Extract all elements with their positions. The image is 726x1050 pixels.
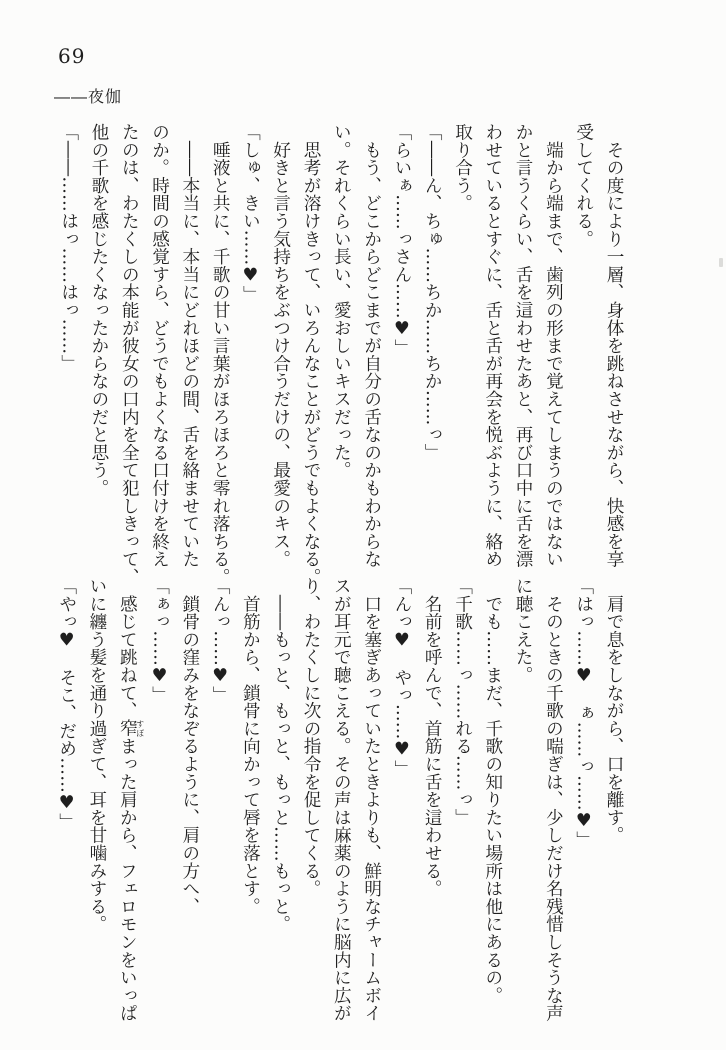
text-line: 唾液と共に、千歌の甘い言葉がほろほろと零れ落ちる。 bbox=[210, 123, 231, 586]
text-block-bottom bbox=[53, 577, 629, 1021]
scan-artifact-speck bbox=[719, 258, 723, 267]
running-header-chapter-title: ――夜伽 bbox=[54, 87, 123, 106]
text-line: ――もっと、もっと、もっと……もっと。 bbox=[270, 577, 291, 933]
text-line: 鎖骨の窪みをなぞるように、肩の方へ、 bbox=[179, 577, 200, 916]
text-line: ――本当に、本当にどれほどの間、舌を絡ませていた bbox=[179, 123, 200, 568]
text-line: 他の千歌を感じたくなったからなのだと思う。 bbox=[88, 123, 109, 497]
text-line: いに纏う髪を通り過ぎて、耳を甘噛みする。 bbox=[86, 577, 107, 933]
text-line: 「しゅ、きい……♥」 bbox=[240, 123, 261, 304]
text-line: 受してくれる。 bbox=[573, 123, 594, 248]
page-number: 69 bbox=[58, 44, 86, 68]
text-line: 端から端まで、歯列の形まで覚えてしまうのではない bbox=[543, 123, 564, 568]
text-line: 首筋から、鎖骨に向かって唇を落とす。 bbox=[240, 577, 261, 916]
text-line: たのは、わたくしの本能が彼女の口内を全て犯しきって、 bbox=[119, 123, 140, 586]
text-line: のか。時間の感覚すら、どうでもよくなる口付けを終え bbox=[149, 123, 170, 568]
text-line: そのときの千歌の喘ぎは、少しだけ名残惜しそうな声 bbox=[543, 577, 564, 1022]
text-line: 思考が溶けきって、いろんなことがどうでもよくなる。 bbox=[301, 123, 322, 586]
text-line: 「千歌……っ……れる……っ」 bbox=[452, 577, 473, 827]
text-block-top bbox=[53, 123, 629, 586]
text-line: 好きと言う気持ちをぶつけ合うだけの、最愛のキス。 bbox=[270, 123, 291, 568]
text-line: い。それくらい長い、愛おしいキスだった。 bbox=[331, 123, 352, 479]
text-line: 「んっ……♥」 bbox=[210, 577, 231, 704]
text-line: もう、どこからどこまでが自分の舌なのかもわからな bbox=[361, 123, 382, 568]
text-line: わせているとすぐに、舌と舌が再会を悦ぶように、絡め bbox=[482, 123, 503, 568]
text-line: かと言うくらい、舌を這わせたあと、再び口中に舌を漂 bbox=[513, 123, 534, 568]
text-line: 口を塞ぎあっていたときよりも、鮮明なチャームボイ bbox=[361, 577, 382, 1022]
text-line: 「らいぁ……っさん……♥」 bbox=[391, 123, 412, 357]
text-line: 「んっ♥ やっ……♥」 bbox=[391, 577, 412, 778]
text-line: 取り合う。 bbox=[452, 123, 473, 212]
text-line: 「やっ♥ そこ、だめ……♥」 bbox=[56, 577, 77, 831]
text-line: に聴こえた。 bbox=[513, 577, 534, 684]
text-line: 名前を呼んで、首筋に舌を這わせる。 bbox=[422, 577, 443, 898]
text-line: 「――……はっ……はっ……」 bbox=[58, 123, 79, 373]
text-line: スが耳元で聴こえる。その声は麻薬のように脳内に広が bbox=[331, 577, 352, 1022]
text-line: 「ぁっ……♥」 bbox=[149, 577, 170, 704]
text-line: 「はっ……♥ ぁ……っ……♥」 bbox=[573, 577, 594, 849]
text-line: 感じて跳ねて、窄すぼまった肩から、フェロモンをいっぱ bbox=[117, 577, 145, 1023]
text-line: り、わたくしに次の指令を促してくる。 bbox=[301, 577, 322, 898]
text-line: 「――ん、ちゅ……ちか……ちか……っ」 bbox=[422, 123, 443, 462]
text-line: その度により一層、身体を跳ねさせながら、快感を享 bbox=[604, 123, 624, 568]
text-line: でも……まだ、千歌の知りたい場所は他にあるの。 bbox=[482, 577, 503, 1005]
text-line: 肩で息をしながら、口を離す。 bbox=[604, 577, 624, 844]
